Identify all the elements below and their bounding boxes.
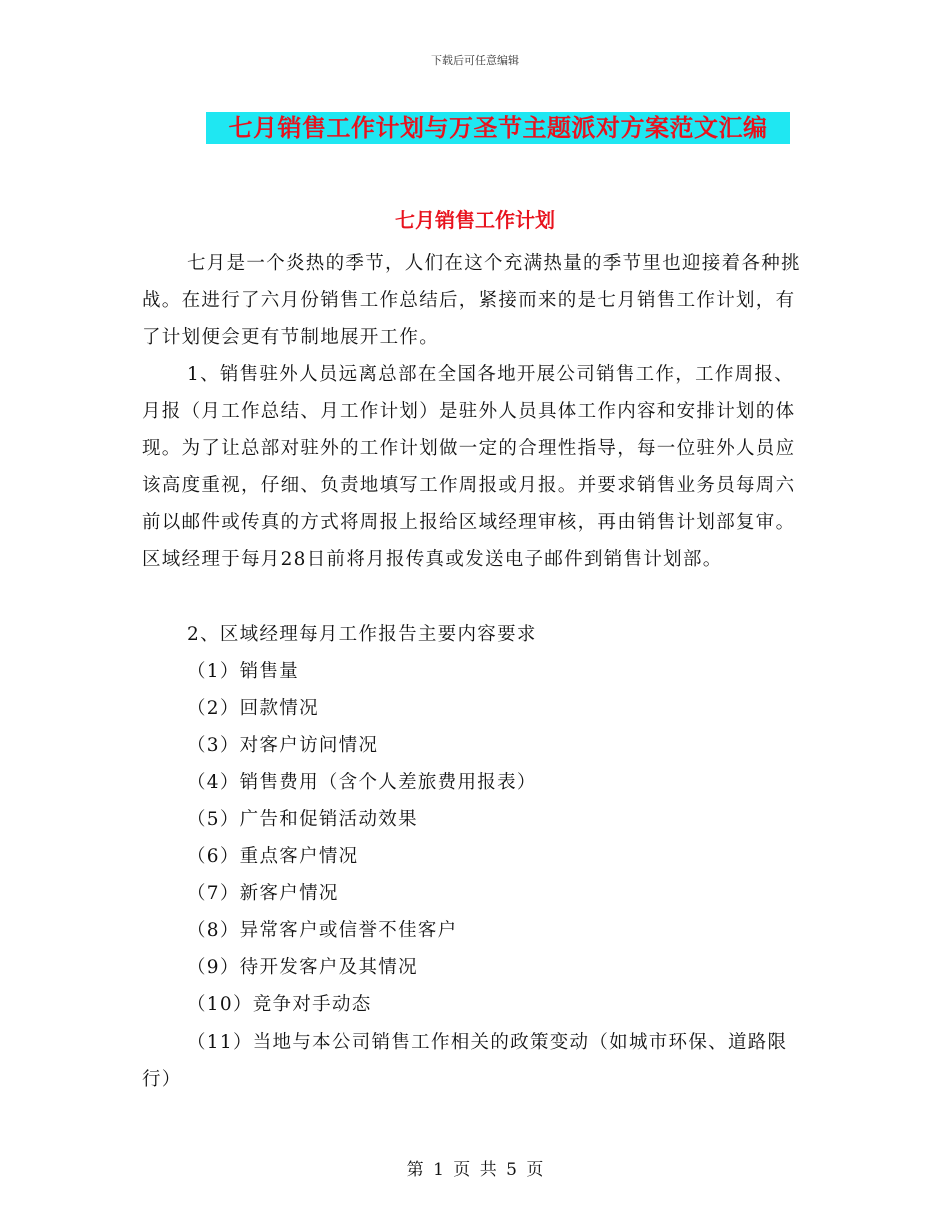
intro-paragraph: 七月是一个炎热的季节，人们在这个充满热量的季节里也迎接着各种挑战。在进行了六月份销售工作总结后，紧接而来的是七月销售工作计划，有了计划便会更有节制地展开工作。 [142,253,801,348]
list-item: （1）销售量 [187,661,300,682]
header-note: 下载后可任意编辑 [431,54,519,67]
paragraph-local-policy-changes: （11）当地与本公司销售工作相关的政策变动（如城市环保、道路限行） [142,1032,788,1090]
list-item: （10）竞争对手动态 [187,994,372,1015]
list-item: （7）新客户情况 [187,883,339,904]
list-item: （5）广告和促销活动效果 [187,809,418,830]
document-title-highlight [206,112,790,144]
list-item: （2）回款情况 [187,698,319,719]
list-item: （8）异常客户或信誉不佳客户 [187,920,458,941]
report-content-list [187,653,807,1023]
document-title: 七月销售工作计划与万圣节主题派对方案范文汇编 [228,113,768,142]
section-title: 七月销售工作计划 [395,208,555,232]
list-item: （9）待开发客户及其情况 [187,957,418,978]
list-item: （3）对客户访问情况 [187,735,379,756]
page-footer: 第 1 页 共 5 页 [406,1160,544,1180]
list-item: （6）重点客户情况 [187,846,359,867]
paragraph-report-requirements: 2、区域经理每月工作报告主要内容要求 [187,624,537,645]
list-item: （4）销售费用（含个人差旅费用报表） [187,772,537,793]
paragraph-weekly-monthly-reports: 1、销售驻外人员远离总部在全国各地开展公司销售工作，工作周报、月报（月工作总结、月工作计划）是驻外人员具体工作内容和安排计划的体现。为了让总部对驻外的工作计划做一定的合理性指导，每一位驻外人员应该高度重视，仔细、负责地填写工作周报或月报。并要求销售业务员每周六前以邮件或传真的方式将周报上报给区域经理审核，再由销售计划部复审。区域经理于每月28日前将月报传真或发送电子邮件到销售计划部。 [142,364,796,570]
